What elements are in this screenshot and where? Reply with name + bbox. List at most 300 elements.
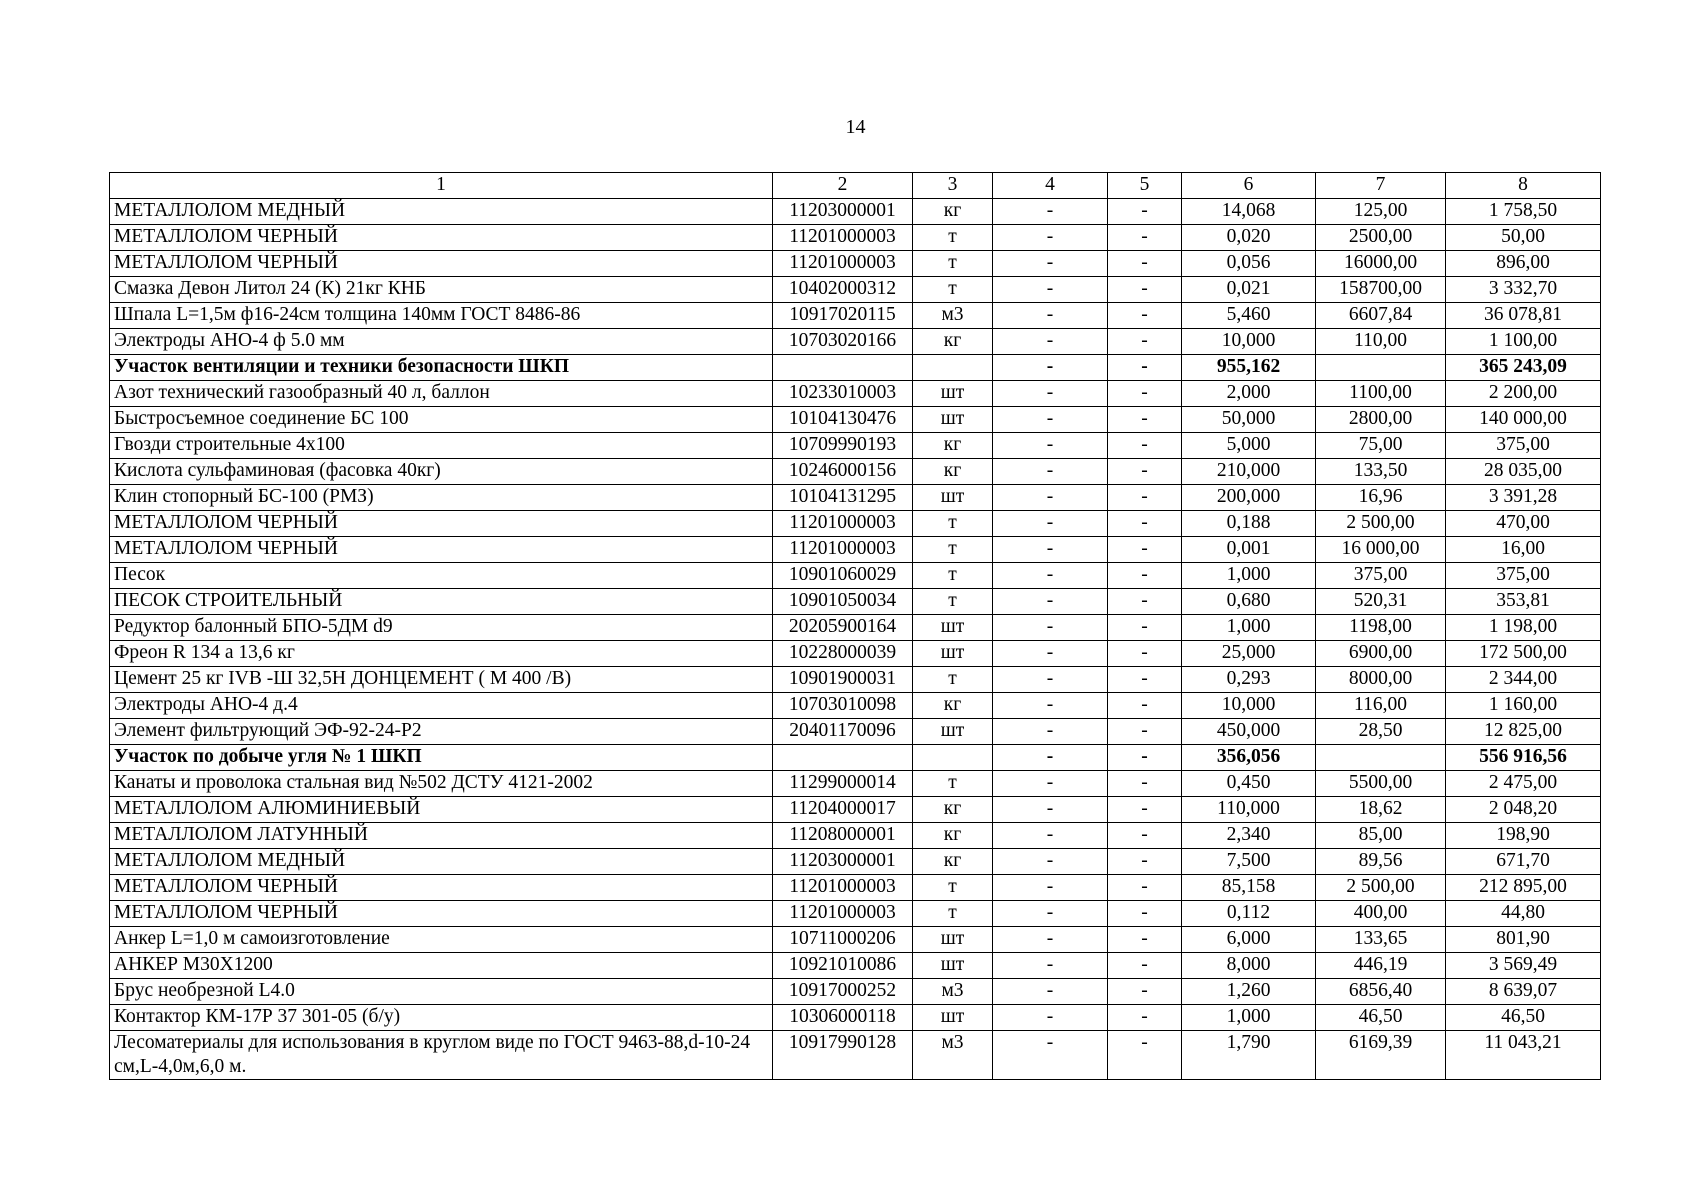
table-row [110, 381, 1601, 407]
price-cell: 133,65 [1316, 927, 1446, 953]
col4-cell: - [993, 719, 1108, 745]
table-row [110, 927, 1601, 953]
item-code-cell: 10703010098 [773, 693, 913, 719]
col4-cell: - [993, 589, 1108, 615]
unit-cell: кг [913, 199, 993, 225]
col5-cell: - [1108, 849, 1182, 875]
unit-cell: кг [913, 797, 993, 823]
unit-cell: т [913, 251, 993, 277]
item-code-cell [773, 745, 913, 771]
table-row [110, 1005, 1601, 1031]
unit-cell: шт [913, 485, 993, 511]
item-name-cell: Кислота сульфаминовая (фасовка 40кг) [110, 459, 773, 485]
table-row [110, 329, 1601, 355]
col5-cell: - [1108, 719, 1182, 745]
table-row [110, 563, 1601, 589]
price-cell: 6856,40 [1316, 979, 1446, 1005]
item-name-cell: Азот технический газообразный 40 л, баллон [110, 381, 773, 407]
item-code-cell: 11204000017 [773, 797, 913, 823]
item-name-cell: Смазка Девон Литол 24 (К) 21кг КНБ [110, 277, 773, 303]
sum-cell: 44,80 [1446, 901, 1601, 927]
table-row [110, 875, 1601, 901]
item-code-cell: 11201000003 [773, 537, 913, 563]
col4-cell: - [993, 277, 1108, 303]
item-code-cell: 10306000118 [773, 1005, 913, 1031]
col5-cell: - [1108, 251, 1182, 277]
quantity-cell: 0,020 [1182, 225, 1316, 251]
item-name-cell: Участок по добыче угля № 1 ШКП [110, 745, 773, 771]
unit-cell: т [913, 511, 993, 537]
item-code-cell: 11201000003 [773, 225, 913, 251]
table-row [110, 771, 1601, 797]
sum-cell: 375,00 [1446, 433, 1601, 459]
item-code-cell [773, 355, 913, 381]
col4-cell: - [993, 1031, 1108, 1080]
price-cell: 16000,00 [1316, 251, 1446, 277]
quantity-cell: 210,000 [1182, 459, 1316, 485]
item-code-cell: 10901050034 [773, 589, 913, 615]
col4-cell: - [993, 407, 1108, 433]
table-row [110, 225, 1601, 251]
col4-cell: - [993, 927, 1108, 953]
unit-cell: т [913, 563, 993, 589]
price-cell: 110,00 [1316, 329, 1446, 355]
col4-cell: - [993, 797, 1108, 823]
sum-cell: 8 639,07 [1446, 979, 1601, 1005]
col4-cell: - [993, 199, 1108, 225]
item-code-cell: 10917020115 [773, 303, 913, 329]
unit-cell [913, 745, 993, 771]
price-cell: 446,19 [1316, 953, 1446, 979]
quantity-cell: 8,000 [1182, 953, 1316, 979]
col5-cell: - [1108, 589, 1182, 615]
unit-cell: м3 [913, 979, 993, 1005]
quantity-cell: 2,340 [1182, 823, 1316, 849]
sum-cell: 16,00 [1446, 537, 1601, 563]
price-cell: 16 000,00 [1316, 537, 1446, 563]
item-code-cell: 11299000014 [773, 771, 913, 797]
unit-cell: т [913, 771, 993, 797]
item-code-cell: 10917000252 [773, 979, 913, 1005]
quantity-cell: 85,158 [1182, 875, 1316, 901]
section-row [110, 355, 1601, 381]
col5-cell: - [1108, 433, 1182, 459]
price-cell: 85,00 [1316, 823, 1446, 849]
price-cell: 116,00 [1316, 693, 1446, 719]
unit-cell: шт [913, 927, 993, 953]
header-cell: 4 [993, 173, 1108, 199]
price-cell: 8000,00 [1316, 667, 1446, 693]
col5-cell: - [1108, 901, 1182, 927]
materials-table [109, 172, 1601, 1080]
col5-cell: - [1108, 1005, 1182, 1031]
item-name-cell: МЕТАЛЛОЛОМ ЧЕРНЫЙ [110, 511, 773, 537]
table-row [110, 407, 1601, 433]
unit-cell: кг [913, 849, 993, 875]
item-code-cell: 11208000001 [773, 823, 913, 849]
quantity-cell: 110,000 [1182, 797, 1316, 823]
item-code-cell: 11201000003 [773, 511, 913, 537]
col4-cell: - [993, 433, 1108, 459]
table-row [110, 277, 1601, 303]
quantity-cell: 450,000 [1182, 719, 1316, 745]
item-code-cell: 10901900031 [773, 667, 913, 693]
unit-cell: т [913, 277, 993, 303]
quantity-cell: 7,500 [1182, 849, 1316, 875]
col4-cell: - [993, 693, 1108, 719]
table-row [110, 901, 1601, 927]
col5-cell: - [1108, 693, 1182, 719]
item-name-cell: МЕТАЛЛОЛОМ ЧЕРНЫЙ [110, 251, 773, 277]
item-name-cell: АНКЕР М30Х1200 [110, 953, 773, 979]
item-name-cell: МЕТАЛЛОЛОМ ЧЕРНЫЙ [110, 901, 773, 927]
price-cell: 6169,39 [1316, 1031, 1446, 1080]
item-name-cell: Шпала L=1,5м ф16-24см толщина 140мм ГОСТ 8486-86 [110, 303, 773, 329]
sum-cell: 12 825,00 [1446, 719, 1601, 745]
item-name-cell: Цемент 25 кг IVB -Ш 32,5Н ДОНЦЕМЕНТ ( М 400 /В) [110, 667, 773, 693]
item-name-cell: Контактор КМ-17Р 37 301-05 (б/у) [110, 1005, 773, 1031]
quantity-cell: 1,000 [1182, 1005, 1316, 1031]
quantity-cell: 356,056 [1182, 745, 1316, 771]
col4-cell: - [993, 355, 1108, 381]
quantity-cell: 1,000 [1182, 563, 1316, 589]
table-row [110, 641, 1601, 667]
col5-cell: - [1108, 953, 1182, 979]
col5-cell: - [1108, 277, 1182, 303]
unit-cell: кг [913, 823, 993, 849]
col5-cell: - [1108, 355, 1182, 381]
page-number [0, 115, 1697, 139]
col4-cell: - [993, 615, 1108, 641]
col5-cell: - [1108, 1031, 1182, 1080]
unit-cell: кг [913, 459, 993, 485]
sum-cell: 896,00 [1446, 251, 1601, 277]
item-name-cell: МЕТАЛЛОЛОМ ЧЕРНЫЙ [110, 537, 773, 563]
table-row [110, 589, 1601, 615]
item-code-cell: 10228000039 [773, 641, 913, 667]
sum-cell: 365 243,09 [1446, 355, 1601, 381]
quantity-cell: 5,460 [1182, 303, 1316, 329]
col4-cell: - [993, 303, 1108, 329]
item-code-cell: 10921010086 [773, 953, 913, 979]
unit-cell: шт [913, 953, 993, 979]
col4-cell: - [993, 849, 1108, 875]
price-cell: 158700,00 [1316, 277, 1446, 303]
header-cell: 8 [1446, 173, 1601, 199]
unit-cell: шт [913, 641, 993, 667]
quantity-cell: 0,001 [1182, 537, 1316, 563]
col4-cell: - [993, 485, 1108, 511]
unit-cell: т [913, 901, 993, 927]
quantity-cell: 0,680 [1182, 589, 1316, 615]
col5-cell: - [1108, 667, 1182, 693]
item-name-cell: Быстросъемное соединение БС 100 [110, 407, 773, 433]
item-name-cell: МЕТАЛЛОЛОМ ЧЕРНЫЙ [110, 875, 773, 901]
table-row [110, 199, 1601, 225]
item-code-cell: 10901060029 [773, 563, 913, 589]
quantity-cell: 955,162 [1182, 355, 1316, 381]
table-row [110, 667, 1601, 693]
quantity-cell: 0,112 [1182, 901, 1316, 927]
col4-cell: - [993, 667, 1108, 693]
quantity-cell: 1,260 [1182, 979, 1316, 1005]
sum-cell: 1 198,00 [1446, 615, 1601, 641]
quantity-cell: 200,000 [1182, 485, 1316, 511]
sum-cell: 470,00 [1446, 511, 1601, 537]
price-cell: 375,00 [1316, 563, 1446, 589]
item-code-cell: 10917990128 [773, 1031, 913, 1080]
quantity-cell: 1,790 [1182, 1031, 1316, 1080]
table-row [110, 537, 1601, 563]
col5-cell: - [1108, 875, 1182, 901]
price-cell [1316, 745, 1446, 771]
col4-cell: - [993, 563, 1108, 589]
sum-cell: 2 475,00 [1446, 771, 1601, 797]
item-code-cell: 10711000206 [773, 927, 913, 953]
table-header-row [110, 173, 1601, 199]
col4-cell: - [993, 1005, 1108, 1031]
sum-cell: 2 048,20 [1446, 797, 1601, 823]
col4-cell: - [993, 511, 1108, 537]
sum-cell: 140 000,00 [1446, 407, 1601, 433]
item-code-cell: 10246000156 [773, 459, 913, 485]
price-cell: 28,50 [1316, 719, 1446, 745]
table-row [110, 823, 1601, 849]
item-name-cell: Песок [110, 563, 773, 589]
item-name-cell: Анкер L=1,0 м самоизготовление [110, 927, 773, 953]
sum-cell: 11 043,21 [1446, 1031, 1601, 1080]
quantity-cell: 10,000 [1182, 693, 1316, 719]
col5-cell: - [1108, 329, 1182, 355]
col5-cell: - [1108, 641, 1182, 667]
price-cell [1316, 355, 1446, 381]
col5-cell: - [1108, 199, 1182, 225]
col5-cell: - [1108, 745, 1182, 771]
quantity-cell: 0,021 [1182, 277, 1316, 303]
sum-cell: 3 391,28 [1446, 485, 1601, 511]
price-cell: 75,00 [1316, 433, 1446, 459]
price-cell: 2 500,00 [1316, 875, 1446, 901]
quantity-cell: 0,188 [1182, 511, 1316, 537]
item-code-cell: 10104131295 [773, 485, 913, 511]
item-code-cell: 20401170096 [773, 719, 913, 745]
quantity-cell: 25,000 [1182, 641, 1316, 667]
table-row [110, 511, 1601, 537]
header-cell: 2 [773, 173, 913, 199]
unit-cell: т [913, 667, 993, 693]
price-cell: 18,62 [1316, 797, 1446, 823]
col5-cell: - [1108, 303, 1182, 329]
item-name-cell: Клин стопорный БС-100 (РМЗ) [110, 485, 773, 511]
item-name-cell: Брус необрезной L4.0 [110, 979, 773, 1005]
unit-cell: м3 [913, 1031, 993, 1080]
item-code-cell: 11203000001 [773, 849, 913, 875]
quantity-cell: 5,000 [1182, 433, 1316, 459]
unit-cell: шт [913, 381, 993, 407]
col5-cell: - [1108, 771, 1182, 797]
unit-cell: шт [913, 719, 993, 745]
sum-cell: 2 344,00 [1446, 667, 1601, 693]
price-cell: 16,96 [1316, 485, 1446, 511]
item-name-cell: Лесоматериалы для использования в круглом виде по ГОСТ 9463-88,d-10-24 см,L-4,0м,6,0 м. [110, 1031, 773, 1080]
col5-cell: - [1108, 511, 1182, 537]
col4-cell: - [993, 901, 1108, 927]
quantity-cell: 0,293 [1182, 667, 1316, 693]
price-cell: 520,31 [1316, 589, 1446, 615]
table-body [110, 199, 1601, 1080]
quantity-cell: 0,056 [1182, 251, 1316, 277]
section-row [110, 745, 1601, 771]
col4-cell: - [993, 537, 1108, 563]
price-cell: 46,50 [1316, 1005, 1446, 1031]
sum-cell: 1 758,50 [1446, 199, 1601, 225]
item-name-cell: Редуктор балонный БПО-5ДМ d9 [110, 615, 773, 641]
sum-cell: 556 916,56 [1446, 745, 1601, 771]
col5-cell: - [1108, 797, 1182, 823]
item-code-cell: 11203000001 [773, 199, 913, 225]
unit-cell: кг [913, 329, 993, 355]
quantity-cell: 50,000 [1182, 407, 1316, 433]
header-cell: 1 [110, 173, 773, 199]
price-cell: 125,00 [1316, 199, 1446, 225]
price-cell: 1198,00 [1316, 615, 1446, 641]
item-name-cell: Фреон R 134 а 13,6 кг [110, 641, 773, 667]
price-cell: 1100,00 [1316, 381, 1446, 407]
item-code-cell: 10703020166 [773, 329, 913, 355]
col5-cell: - [1108, 823, 1182, 849]
col5-cell: - [1108, 407, 1182, 433]
item-name-cell: Элемент фильтрующий ЭФ-92-24-Р2 [110, 719, 773, 745]
price-cell: 6607,84 [1316, 303, 1446, 329]
sum-cell: 2 200,00 [1446, 381, 1601, 407]
quantity-cell: 0,450 [1182, 771, 1316, 797]
col5-cell: - [1108, 979, 1182, 1005]
col4-cell: - [993, 823, 1108, 849]
price-cell: 6900,00 [1316, 641, 1446, 667]
table-row [110, 459, 1601, 485]
table-row [110, 251, 1601, 277]
col4-cell: - [993, 953, 1108, 979]
item-name-cell: МЕТАЛЛОЛОМ АЛЮМИНИЕВЫЙ [110, 797, 773, 823]
table-row [110, 433, 1601, 459]
sum-cell: 172 500,00 [1446, 641, 1601, 667]
price-cell: 400,00 [1316, 901, 1446, 927]
price-cell: 2 500,00 [1316, 511, 1446, 537]
table-row [110, 485, 1601, 511]
item-name-cell: Участок вентиляции и техники безопасности ШКП [110, 355, 773, 381]
col5-cell: - [1108, 225, 1182, 251]
item-code-cell: 20205900164 [773, 615, 913, 641]
item-name-cell: Гвозди строительные 4х100 [110, 433, 773, 459]
quantity-cell: 6,000 [1182, 927, 1316, 953]
col4-cell: - [993, 979, 1108, 1005]
col4-cell: - [993, 381, 1108, 407]
table-row [110, 303, 1601, 329]
price-cell: 2500,00 [1316, 225, 1446, 251]
unit-cell: шт [913, 407, 993, 433]
table-row [110, 797, 1601, 823]
sum-cell: 353,81 [1446, 589, 1601, 615]
sum-cell: 28 035,00 [1446, 459, 1601, 485]
table-row [110, 953, 1601, 979]
item-name-cell: МЕТАЛЛОЛОМ МЕДНЫЙ [110, 849, 773, 875]
col4-cell: - [993, 225, 1108, 251]
unit-cell: т [913, 589, 993, 615]
unit-cell: кг [913, 693, 993, 719]
unit-cell: м3 [913, 303, 993, 329]
quantity-cell: 10,000 [1182, 329, 1316, 355]
header-cell: 7 [1316, 173, 1446, 199]
item-code-cell: 11201000003 [773, 251, 913, 277]
col5-cell: - [1108, 381, 1182, 407]
col5-cell: - [1108, 563, 1182, 589]
table-row [110, 719, 1601, 745]
sum-cell: 671,70 [1446, 849, 1601, 875]
unit-cell [913, 355, 993, 381]
unit-cell: т [913, 875, 993, 901]
quantity-cell: 14,068 [1182, 199, 1316, 225]
col5-cell: - [1108, 459, 1182, 485]
item-name-cell: Электроды АНО-4 ф 5.0 мм [110, 329, 773, 355]
price-cell: 2800,00 [1316, 407, 1446, 433]
col4-cell: - [993, 641, 1108, 667]
sum-cell: 1 100,00 [1446, 329, 1601, 355]
sum-cell: 198,90 [1446, 823, 1601, 849]
item-code-cell: 11201000003 [773, 875, 913, 901]
col4-cell: - [993, 745, 1108, 771]
sum-cell: 3 332,70 [1446, 277, 1601, 303]
price-cell: 5500,00 [1316, 771, 1446, 797]
header-cell: 5 [1108, 173, 1182, 199]
sum-cell: 46,50 [1446, 1005, 1601, 1031]
unit-cell: шт [913, 1005, 993, 1031]
item-name-cell: МЕТАЛЛОЛОМ МЕДНЫЙ [110, 199, 773, 225]
sum-cell: 212 895,00 [1446, 875, 1601, 901]
item-name-cell: МЕТАЛЛОЛОМ ЛАТУННЫЙ [110, 823, 773, 849]
quantity-cell: 2,000 [1182, 381, 1316, 407]
table-row [110, 849, 1601, 875]
item-name-cell: МЕТАЛЛОЛОМ ЧЕРНЫЙ [110, 225, 773, 251]
table-row [110, 693, 1601, 719]
price-cell: 133,50 [1316, 459, 1446, 485]
col5-cell: - [1108, 615, 1182, 641]
table-row [110, 615, 1601, 641]
col5-cell: - [1108, 927, 1182, 953]
col4-cell: - [993, 459, 1108, 485]
item-code-cell: 10104130476 [773, 407, 913, 433]
col4-cell: - [993, 875, 1108, 901]
item-code-cell: 10709990193 [773, 433, 913, 459]
item-code-cell: 11201000003 [773, 901, 913, 927]
table-row [110, 1031, 1601, 1080]
unit-cell: т [913, 225, 993, 251]
header-cell: 6 [1182, 173, 1316, 199]
table-row [110, 979, 1601, 1005]
sum-cell: 801,90 [1446, 927, 1601, 953]
quantity-cell: 1,000 [1182, 615, 1316, 641]
sum-cell: 36 078,81 [1446, 303, 1601, 329]
col5-cell: - [1108, 537, 1182, 563]
item-name-cell: Электроды АНО-4 д.4 [110, 693, 773, 719]
col5-cell: - [1108, 485, 1182, 511]
item-name-cell: Канаты и проволока стальная вид №502 ДСТУ 4121-2002 [110, 771, 773, 797]
col4-cell: - [993, 251, 1108, 277]
item-name-cell: ПЕСОК СТРОИТЕЛЬНЫЙ [110, 589, 773, 615]
header-cell: 3 [913, 173, 993, 199]
sum-cell: 3 569,49 [1446, 953, 1601, 979]
item-code-cell: 10233010003 [773, 381, 913, 407]
col4-cell: - [993, 771, 1108, 797]
